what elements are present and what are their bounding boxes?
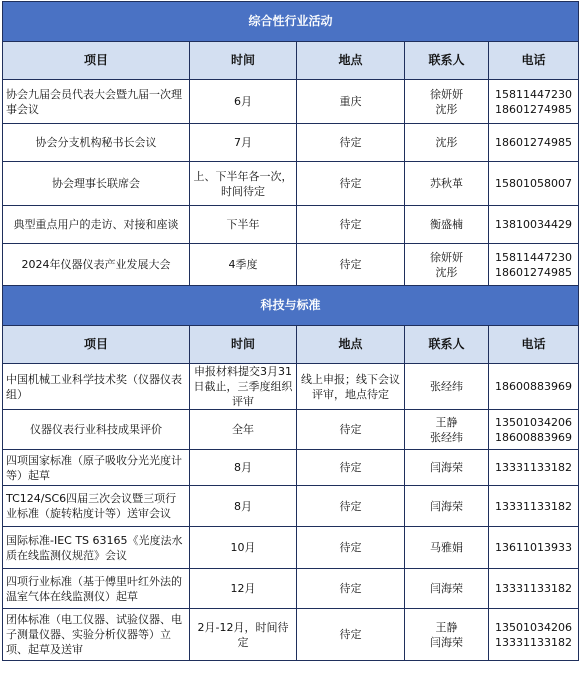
cell-time: 2月-12月，时间待定 [190,609,297,661]
table-row [3,162,579,206]
cell-place: 待定 [297,609,405,661]
column-header: 地点 [297,326,405,364]
column-header-row [3,42,579,80]
column-header: 时间 [190,326,297,364]
cell-place: 待定 [297,162,405,206]
cell-time: 6月 [190,80,297,124]
cell-contact: 闫海荣 [405,450,489,486]
cell-phone: 15811447230 18601274985 [489,80,579,124]
cell-phone: 13611013933 [489,527,579,569]
column-header: 时间 [190,42,297,80]
section-title-row [3,286,579,326]
cell-contact: 苏秋革 [405,162,489,206]
cell-time: 7月 [190,124,297,162]
column-header: 联系人 [405,42,489,80]
cell-contact: 徐妍妍 沈彤 [405,244,489,286]
cell-time: 8月 [190,486,297,527]
cell-project: 协会理事长联席会 [3,162,190,206]
cell-contact: 闫海荣 [405,569,489,609]
cell-phone: 18601274985 [489,124,579,162]
table-row [3,206,579,244]
cell-time: 下半年 [190,206,297,244]
cell-project: 仪器仪表行业科技成果评价 [3,410,190,450]
cell-contact: 徐妍妍 沈彤 [405,80,489,124]
cell-phone: 13501034206 13331133182 [489,609,579,661]
cell-phone: 13501034206 18600883969 [489,410,579,450]
cell-project: 典型重点用户的走访、对接和座谈 [3,206,190,244]
column-header: 项目 [3,42,190,80]
column-header: 地点 [297,42,405,80]
cell-time: 全年 [190,410,297,450]
table-row [3,486,579,527]
table-row [3,244,579,286]
cell-phone: 15811447230 18601274985 [489,244,579,286]
cell-project: 2024年仪器仪表产业发展大会 [3,244,190,286]
section-title: 综合性行业活动 [3,2,579,42]
table-row [3,124,579,162]
cell-phone: 18600883969 [489,364,579,410]
cell-phone: 13331133182 [489,450,579,486]
cell-phone: 13331133182 [489,486,579,527]
column-header: 项目 [3,326,190,364]
cell-project: 团体标准（电工仪器、试验仪器、电子测量仪器、实验分析仪器等）立项、起草及送审 [3,609,190,661]
column-header-row [3,326,579,364]
table-row [3,569,579,609]
cell-place: 待定 [297,206,405,244]
cell-contact: 王静 张经纬 [405,410,489,450]
section-title: 科技与标准 [3,286,579,326]
cell-place: 待定 [297,450,405,486]
section-title-row [3,2,579,42]
table-row [3,450,579,486]
cell-place: 待定 [297,569,405,609]
cell-phone: 13810034429 [489,206,579,244]
table-row [3,80,579,124]
cell-time: 8月 [190,450,297,486]
cell-place: 待定 [297,124,405,162]
column-header: 联系人 [405,326,489,364]
table-row [3,527,579,569]
table-row [3,609,579,661]
column-header: 电话 [489,326,579,364]
cell-project: 四项行业标准（基于傅里叶红外法的温室气体在线监测仪）起草 [3,569,190,609]
column-header: 电话 [489,42,579,80]
cell-project: 中国机械工业科学技术奖（仪器仪表组） [3,364,190,410]
cell-time: 上、下半年各一次，时间待定 [190,162,297,206]
cell-project: TC124/SC6四届三次会议暨三项行业标准（旋转粘度计等）送审会议 [3,486,190,527]
table-row [3,410,579,450]
cell-phone: 13331133182 [489,569,579,609]
cell-contact: 沈彤 [405,124,489,162]
cell-time: 4季度 [190,244,297,286]
activity-table [2,1,579,661]
cell-place: 待定 [297,410,405,450]
cell-project: 四项国家标准（原子吸收分光光度计等）起草 [3,450,190,486]
cell-time: 10月 [190,527,297,569]
cell-place: 待定 [297,527,405,569]
cell-place: 线上申报；线下会议评审，地点待定 [297,364,405,410]
cell-contact: 闫海荣 [405,486,489,527]
cell-project: 协会九届会员代表大会暨九届一次理事会议 [3,80,190,124]
cell-contact: 马雅娟 [405,527,489,569]
cell-time: 申报材料提交3月31日截止，三季度组织评审 [190,364,297,410]
table-row [3,364,579,410]
cell-contact: 张经纬 [405,364,489,410]
cell-place: 重庆 [297,80,405,124]
cell-project: 协会分支机构秘书长会议 [3,124,190,162]
cell-contact: 衡盛楠 [405,206,489,244]
cell-project: 国际标准-IEC TS 63165《光度法水质在线监测仪规范》会议 [3,527,190,569]
cell-contact: 王静 闫海荣 [405,609,489,661]
cell-phone: 15801058007 [489,162,579,206]
cell-time: 12月 [190,569,297,609]
cell-place: 待定 [297,244,405,286]
cell-place: 待定 [297,486,405,527]
